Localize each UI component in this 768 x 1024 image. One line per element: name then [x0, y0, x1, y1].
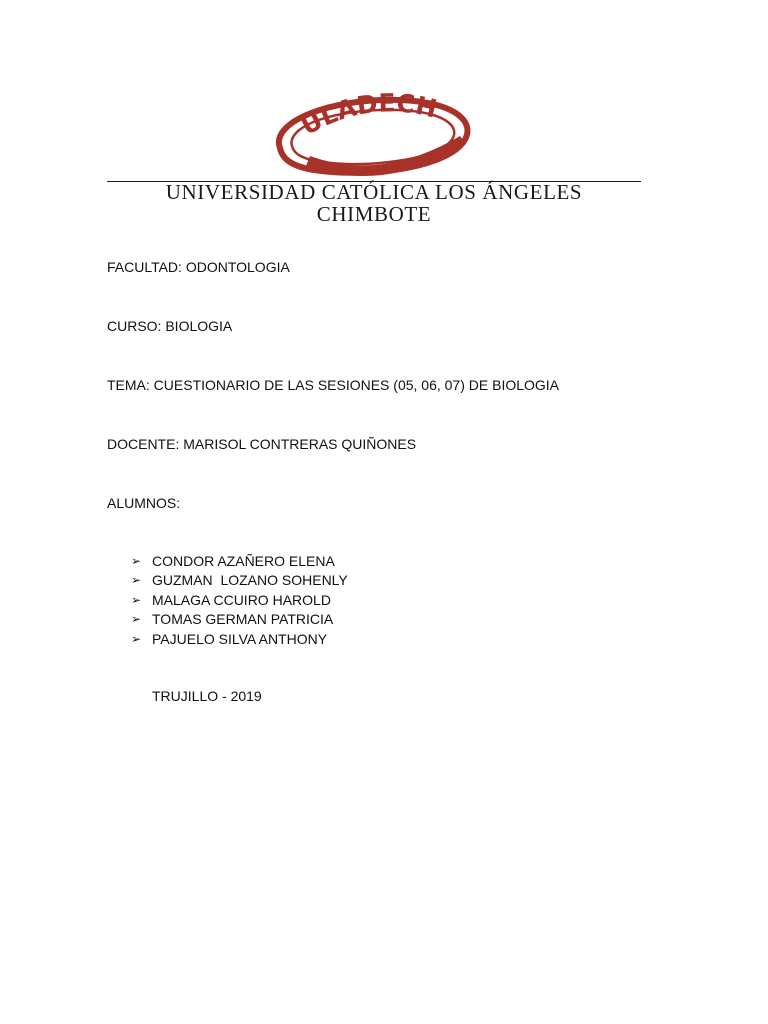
logo-brand-text: ULADECH: [296, 92, 440, 141]
tema-field: TEMA: CUESTIONARIO DE LAS SESIONES (05, 06, 07) DE BIOLOGIA: [107, 377, 560, 393]
arrow-bullet-icon: ➢: [131, 631, 142, 646]
arrow-bullet-icon: ➢: [131, 554, 142, 568]
arrow-bullet-icon: ➢: [131, 592, 142, 607]
list-item: [131, 571, 348, 590]
student-name: TOMAS GERMAN PATRICIA: [152, 611, 334, 628]
student-name: CONDOR AZAÑERO ELENA: [152, 553, 335, 569]
university-name-line2: CHIMBOTE: [316, 202, 432, 226]
university-name: [100, 181, 648, 225]
logo-subtitle-text: CATÓLICA: [342, 138, 439, 166]
arrow-bullet-icon: ➢: [131, 612, 142, 627]
arrow-bullet-icon: ➢: [131, 573, 142, 588]
student-name: PAJUELO SILVA ANTHONY: [152, 630, 328, 647]
student-name: MALAGA CCUIRO HAROLD: [152, 591, 331, 608]
list-item: [131, 591, 348, 610]
list-item: [131, 610, 348, 629]
docente-field: DOCENTE: MARISOL CONTRERAS QUIÑONES: [107, 436, 417, 452]
student-list: [131, 552, 348, 649]
list-item: [131, 630, 348, 649]
student-name: GUZMAN LOZANO SOHENLY: [152, 572, 348, 589]
uladech-logo: [270, 92, 474, 180]
alumnos-label: ALUMNOS:: [107, 495, 181, 511]
city-year: TRUJILLO - 2019: [152, 688, 262, 704]
facultad-field: FACULTAD: ODONTOLOGIA: [107, 259, 290, 275]
university-name-line1: UNIVERSIDAD CATÓLICA LOS ÁNGELES: [165, 180, 583, 204]
curso-field: CURSO: BIOLOGIA: [107, 318, 233, 334]
list-item: [131, 552, 348, 571]
